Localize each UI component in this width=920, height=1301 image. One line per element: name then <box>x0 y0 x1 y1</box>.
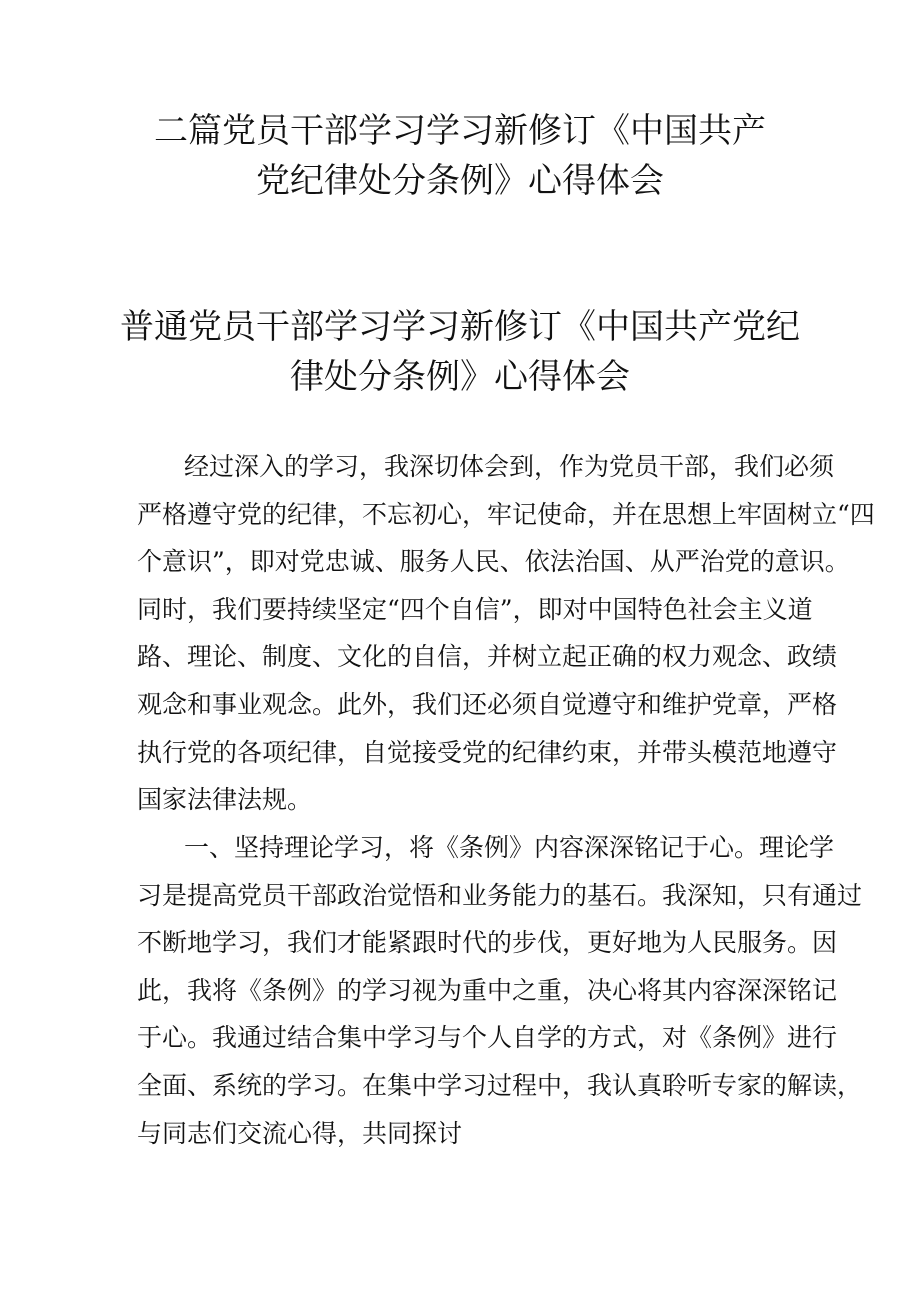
text-line: 全面、系统的学习。在集中学习过程中，我认真聆听专家的解读， <box>137 1070 863 1100</box>
text-line: 观念和事业观念。此外，我们还必须自觉遵守和维护党章，严格 <box>137 689 838 719</box>
text-line: 执行党的各项纪律，自觉接受党的纪律约束，并带头模范地遵守 <box>137 737 838 767</box>
document-title <box>0 106 920 206</box>
document-title-line: 二篇党员干部学习学习新修订《中国共产 <box>154 111 766 151</box>
text-line: 不断地学习，我们才能紧跟时代的步伐，更好地为人民服务。因 <box>137 928 838 958</box>
text-line: 一、坚持理论学习，将《条例》内容深深铭记于心。理论学 <box>184 833 835 862</box>
text-line: 路、理论、制度、文化的自信，并树立起正确的权力观念、政绩 <box>137 642 838 672</box>
text-line: 严格遵守党的纪律，不忘初心，牢记使命，并在思想上牢固树立“四 <box>137 499 875 529</box>
text-line: 同时，我们要持续坚定“四个自信”，即对中国特色社会主义道 <box>137 594 813 624</box>
text-line: 于心。我通过结合集中学习与个人自学的方式，对《条例》进行 <box>137 1023 838 1053</box>
text-line: 国家法律法规。 <box>137 785 313 815</box>
document-title-line: 党纪律处分条例》心得体会 <box>256 161 664 201</box>
text-line: 与同志们交流心得，共同探讨 <box>137 1118 463 1148</box>
text-line: 习是提高党员干部政治觉悟和业务能力的基石。我深知，只有通过 <box>137 880 863 910</box>
text-line: 经过深入的学习，我深切体会到，作为党员干部，我们必须 <box>184 452 835 481</box>
paragraph-section-one <box>137 824 863 1157</box>
text-line: 此，我将《条例》的学习视为重中之重，决心将其内容深深铭记 <box>137 975 838 1005</box>
paragraph-intro <box>137 443 875 824</box>
article-title-line: 律处分条例》心得体会 <box>290 357 630 397</box>
article-title <box>0 302 920 402</box>
text-line: 个意识”，即对党忠诚、服务人民、依法治国、从严治党的意识。 <box>137 547 850 577</box>
article-title-line: 普通党员干部学习学习新修订《中国共产党纪 <box>120 307 800 347</box>
